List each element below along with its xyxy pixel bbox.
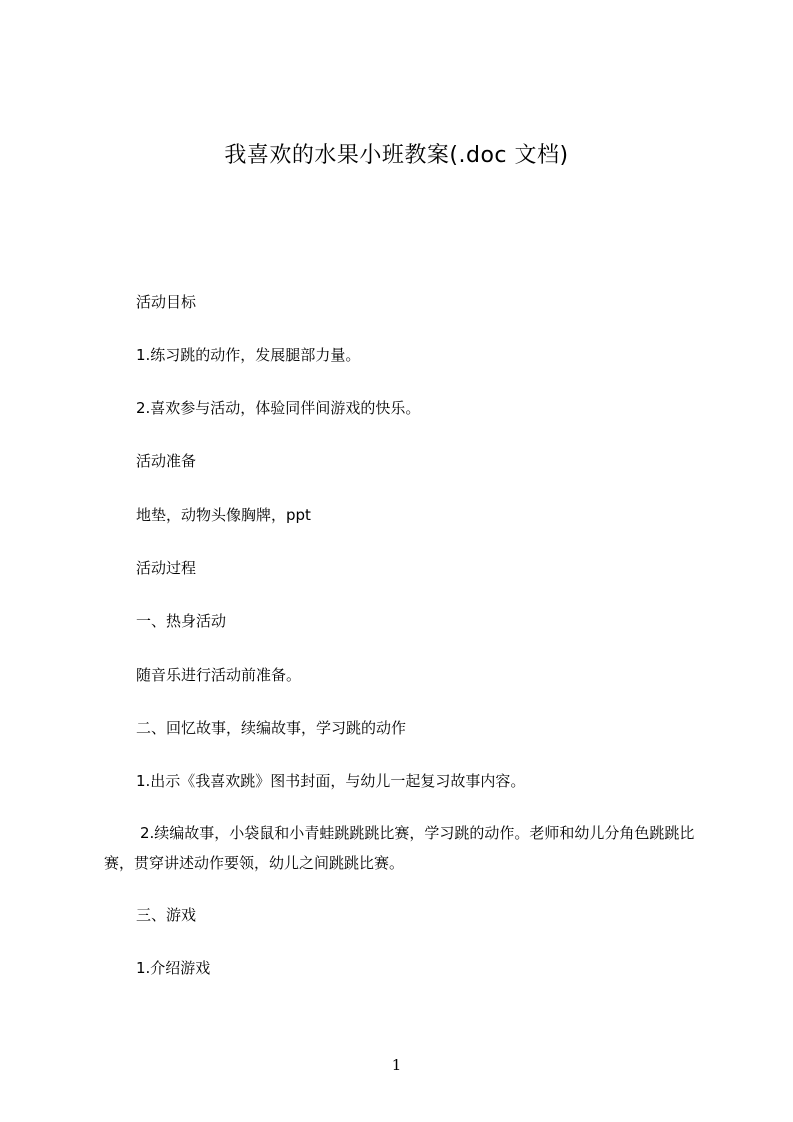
paragraph-game-step-1: 1.介绍游戏 xyxy=(136,959,211,977)
paragraph-warmup-detail: 随音乐进行活动前准备。 xyxy=(136,666,302,684)
paragraph-goal-2: 2.喜欢参与活动，体验同伴间游戏的快乐。 xyxy=(136,399,421,417)
document-title: 我喜欢的水果小班教案(.doc 文档) xyxy=(224,143,569,168)
paragraph-story-step-2: 2.续编故事，小袋鼠和小青蛙跳跳跳比赛，学习跳的动作。老师和幼儿分角色跳跳比赛，贯穿讲述动作要领，幼儿之间跳跳比赛。 xyxy=(104,824,695,872)
paragraph-materials: 地垫，动物头像胸牌，ppt xyxy=(136,506,311,524)
page-number: 1 xyxy=(391,1056,402,1074)
paragraph-story-step-1: 1.出示《我喜欢跳》图书封面，与幼儿一起复习故事内容。 xyxy=(136,772,526,790)
paragraph-section-story: 二、回忆故事，续编故事，学习跳的动作 xyxy=(136,719,407,737)
paragraph-section-game: 三、游戏 xyxy=(136,906,197,924)
paragraph-activity-goals: 活动目标 xyxy=(136,293,197,311)
paragraph-activity-preparation: 活动准备 xyxy=(136,452,197,470)
paragraph-section-warmup: 一、热身活动 xyxy=(136,612,227,630)
paragraph-activity-process: 活动过程 xyxy=(136,559,197,577)
paragraph-goal-1: 1.练习跳的动作，发展腿部力量。 xyxy=(136,346,361,364)
